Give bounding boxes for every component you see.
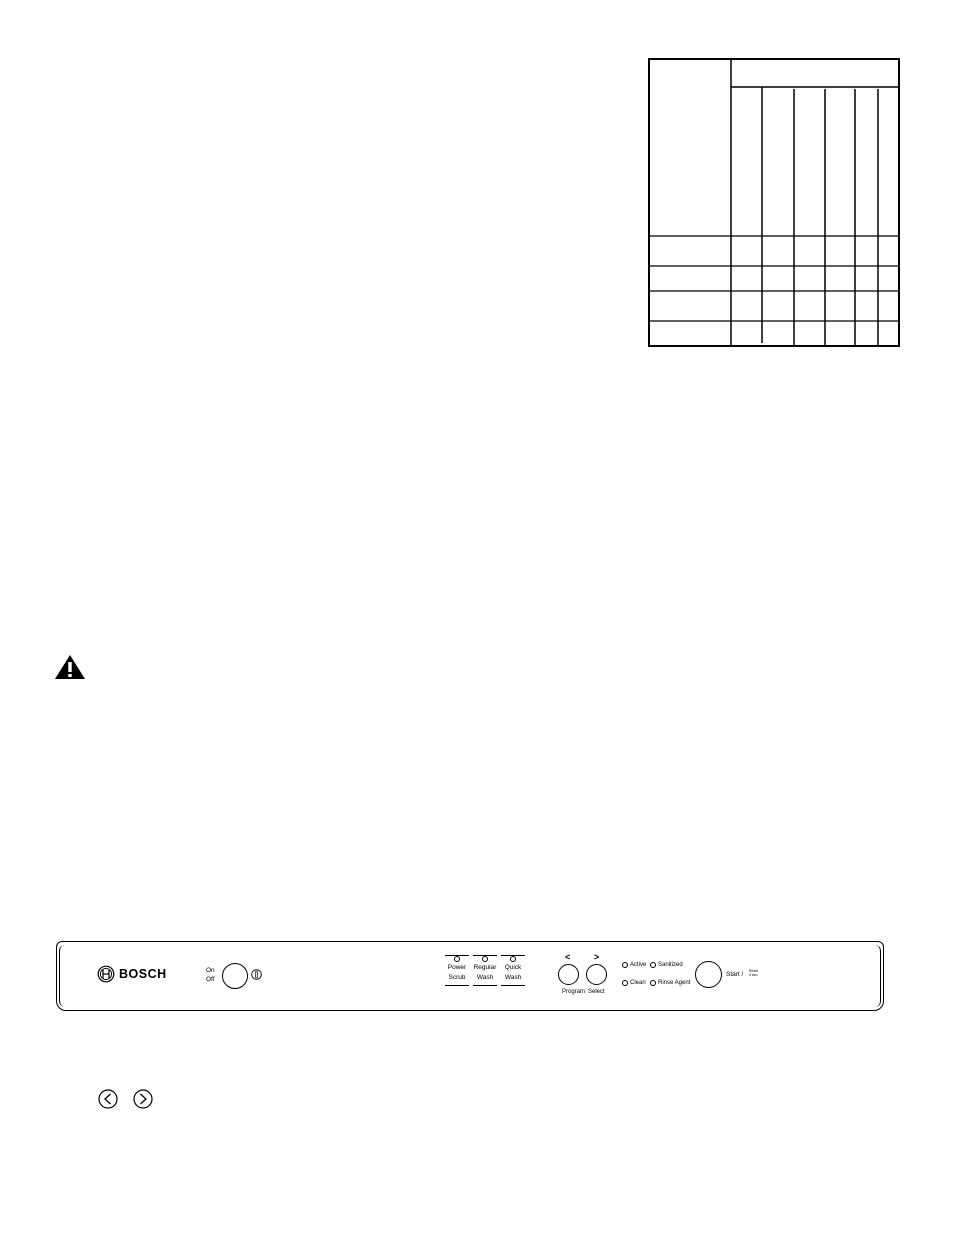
on-off-label: On Off [206,967,215,983]
brand-name: BOSCH [119,967,167,981]
program-button[interactable] [558,964,579,985]
control-panel [56,941,884,1011]
chevron-right-icon: > [594,952,600,962]
status-light [622,962,628,968]
start-label: Start / [726,971,744,978]
program-power-scrub[interactable]: Power Scrub [445,956,469,983]
power-button[interactable] [222,963,248,989]
warning-triangle-icon [53,653,87,681]
chevron-right-icon [133,1089,153,1109]
status-sanitized: Sanitized [650,962,683,968]
status-light [622,980,628,986]
brand [97,965,167,983]
select-button[interactable] [586,964,607,985]
program-quick-wash[interactable]: Quick Wash [501,956,525,983]
chevron-left-icon: < [565,952,571,962]
status-rinse-agent: Rinse Agent [650,980,690,986]
bosch-logo-icon [97,965,115,983]
start-button[interactable] [695,961,722,988]
info-icon [251,969,262,980]
status-active: Active [622,962,646,968]
program-indicator-light [510,956,516,962]
program-indicator-light [482,956,488,962]
select-label: Select [588,989,605,995]
program-indicator-light [454,956,460,962]
program-label: Program [562,989,586,995]
program-regular-wash[interactable]: Regular Wash [473,956,497,983]
program-chart-table [648,58,900,347]
status-light [650,980,656,986]
status-clean: Clean [622,980,646,986]
chevron-left-icon [98,1089,118,1109]
status-light [650,962,656,968]
reset-label: Reset 3 sec. [749,969,759,977]
